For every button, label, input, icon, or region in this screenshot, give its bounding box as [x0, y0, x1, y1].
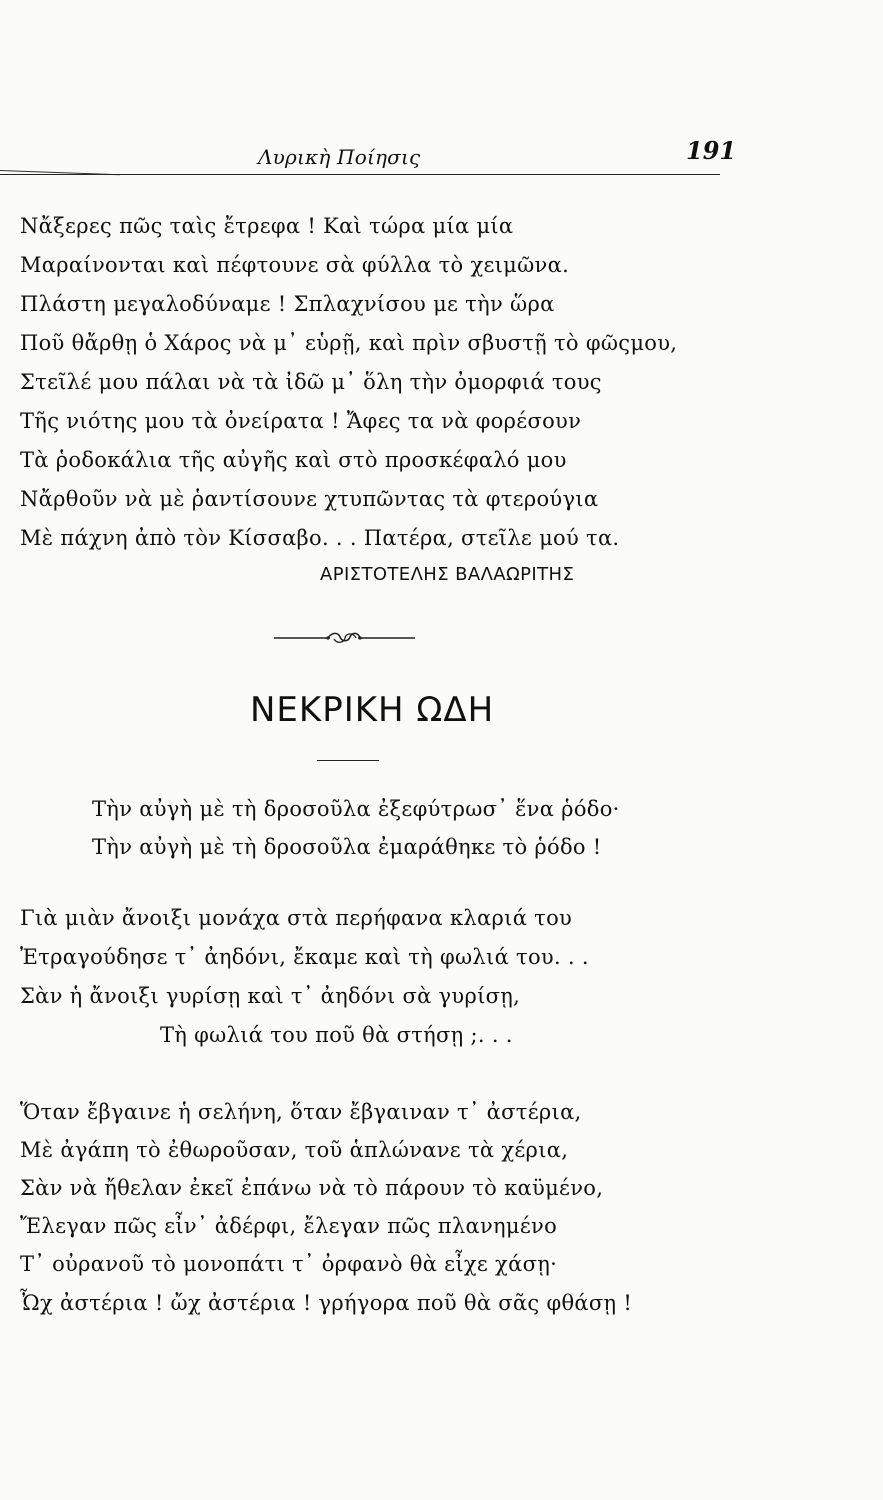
- poem-line: Στεῖλέ μου πάλαι νὰ τὰ ἰδῶ μ᾽ ὅλη τὴν ὀμορφιά τους: [20, 370, 602, 394]
- poem-line: Τὰ ῥοδοκάλια τῆς αὐγῆς καὶ στὸ προσκέφαλό μου: [20, 448, 567, 472]
- poem-line: Ὦχ ἀστέρια ! ὤχ ἀστέρια ! γρήγορα ποῦ θὰ σᾶς φθάσῃ !: [20, 1291, 633, 1315]
- poem-line: Σὰν ἡ ἄνοιξι γυρίσῃ καὶ τ᾽ ἀηδόνι σὰ γυρίσῃ,: [20, 984, 521, 1008]
- poem-line: Ποῦ θἄρθῃ ὁ Χάρος νὰ μ᾽ εὑρῇ, καὶ πρὶν σβυστῇ τὸ φῶςμου,: [20, 331, 678, 355]
- poem-line: Μὲ πάχνη ἀπὸ τὸν Κίσσαβο. . . Πατέρα, στεῖλε μού τα.: [20, 526, 620, 550]
- poem-line: Σὰν νὰ ἤθελαν ἐκεῖ ἐπάνω νὰ τὸ πάρουν τὸ καϋμένο,: [20, 1176, 604, 1200]
- poem-line: Τ᾽ οὐρανοῦ τὸ μονοπάτι τ᾽ ὀρφανὸ θὰ εἶχε χάσῃ·: [20, 1252, 558, 1276]
- poem-title: ΝΕΚΡΙΚΗ ΩΔΗ: [250, 690, 495, 730]
- title-rule: [317, 760, 379, 761]
- poem-line: Πλάστη μεγαλοδύναμε ! Σπλαχνίσου με τὴν ὥρα: [20, 292, 555, 316]
- author-name: ΑΡΙΣΤΟΤΕΛΗΣ ΒΑΛΑΩΡΙΤΗΣ: [320, 564, 575, 585]
- poem-line: Τὴ φωλιά του ποῦ θὰ στήσῃ ;. . .: [160, 1023, 513, 1047]
- poem-line: Ἐτραγούδησε τ᾽ ἀηδόνι, ἔκαμε καὶ τὴ φωλιά του. . .: [20, 945, 589, 969]
- poem-line: Τῆς νιότης μου τὰ ὀνείρατα ! Ἄφες τα νὰ φορέσουν: [20, 409, 582, 433]
- ornament-divider: [272, 626, 417, 648]
- poem-line: Ἔλεγαν πῶς εἶν᾽ ἀδέρφι, ἔλεγαν πῶς πλανημένο: [20, 1214, 558, 1238]
- poem-line: Μαραίνονται καὶ πέφτουνε σὰ φύλλα τὸ χειμῶνα.: [20, 253, 570, 277]
- header-rule: [0, 174, 720, 175]
- poem-line: Νἄξερες πῶς ταὶς ἔτρεφα ! Καὶ τώρα μία μία: [20, 214, 514, 238]
- poem-line: Μὲ ἀγάπη τὸ ἐθωροῦσαν, τοῦ ἁπλώνανε τὰ χέρια,: [20, 1138, 569, 1162]
- poem-line: Νἄρθοῦν νὰ μὲ ῥαντίσουνε χτυπῶντας τὰ φτερούγια: [20, 487, 599, 511]
- poem-line: Ὅταν ἔβγαινε ἡ σελήνη, ὅταν ἔβγαιναν τ᾽ ἀστέρια,: [20, 1100, 582, 1124]
- page-number: 191: [686, 136, 737, 165]
- poem-line: Τὴν αὐγὴ μὲ τὴ δροσοῦλα ἐξεφύτρωσ᾽ ἕνα ῥόδο·: [92, 797, 620, 821]
- running-head: Λυρικὴ Ποίησις: [258, 145, 421, 169]
- page-header: [0, 128, 883, 188]
- poem-line: Γιὰ μιὰν ἄνοιξι μονάχα στὰ περήφανα κλαριά του: [20, 906, 573, 930]
- poem-line: Τὴν αὐγὴ μὲ τὴ δροσοῦλα ἐμαράθηκε τὸ ῥόδο !: [92, 835, 602, 859]
